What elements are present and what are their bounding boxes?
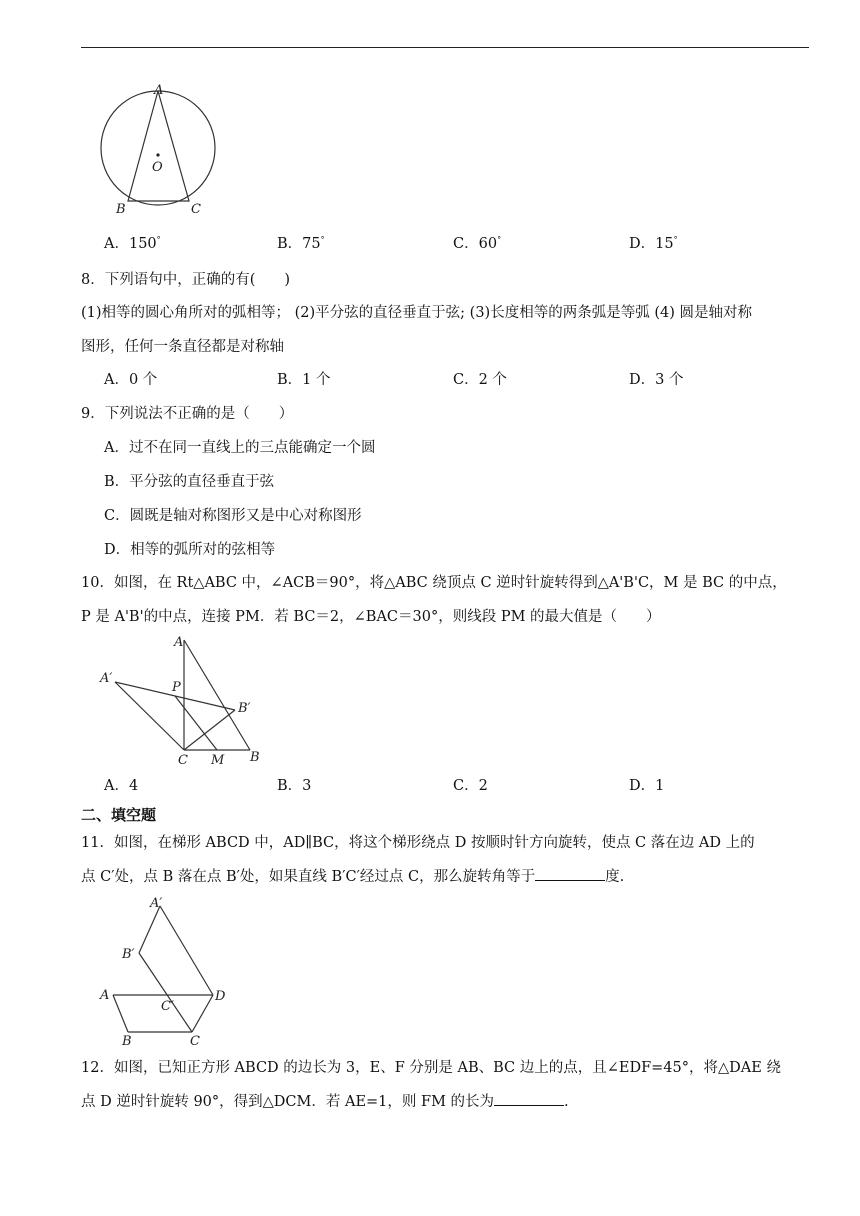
q10-label-bprime: B′ [238,701,251,716]
q8-option-b: B．1 个 [277,372,331,388]
q10-option-d: D．1 [629,778,665,794]
q12-line2-text: 点 D 逆时针旋转 90°，得到△DCM．若 AE=1，则 FM 的长为 [81,1094,495,1110]
q9-stem: 9．下列说法不正确的是（ ） [81,406,294,422]
q10-label-p: P [172,680,181,695]
q11-line1: 11．如图，在梯形 ABCD 中，AD∥BC，将这个梯形绕点 D 按顺时针方向旋转，使点 C 落在边 AD 上的 [81,835,755,851]
header-rule [81,47,809,48]
q11-seg-bprime-c [139,953,192,1032]
q10-line1: 10．如图，在 Rt△ABC 中，∠ACB＝90°，将△ABC 绕顶点 C 逆时针旋转得到△A'B'C，M 是 BC 的中点， [81,575,787,591]
q10-option-c: C．2 [453,778,488,794]
q8-option-d: D．3 个 [629,372,684,388]
q7-center-dot [156,153,159,156]
q9-option-a: A．过不在同一直线上的三点能确定一个圆 [104,440,376,456]
q10-line2: P 是 A'B'的中点，连接 PM．若 BC＝2，∠BAC＝30°，则线段 PM 的最大值是（ ） [81,609,661,625]
q11-label-b: B [122,1034,132,1049]
section-title: 二、填空题 [81,806,157,824]
q10-label-b: B [250,750,260,765]
q12-line2-end: . [564,1094,569,1110]
q11-seg-aprime-bprime [139,906,160,953]
q11-label-cprime: C′ [161,999,174,1014]
q9-option-d: D．相等的弧所对的弦相等 [104,542,276,558]
q7-label-c: C [191,202,201,217]
q11-line2-text: 点 C′处，点 B 落在点 B′处，如果直线 B′C′经过点 C，那么旋转角等于 [81,869,536,885]
q8-stem: 8．下列语句中，正确的有( ) [81,272,291,288]
q11-label-aprime: A′ [150,896,163,911]
q11-label-d: D [215,989,226,1004]
q10-label-aprime: A′ [100,671,113,686]
q9-option-c: C．圆既是轴对称图形又是中心对称图形 [104,508,362,524]
q8-option-a: A．0 个 [104,372,158,388]
q7-triangle [128,91,189,201]
q11-seg-ab [113,995,128,1032]
q10-option-b: B．3 [277,778,312,794]
q10-option-a: A．4 [104,778,139,794]
q9-option-b: B．平分弦的直径垂直于弦 [104,474,275,490]
q10-figure [98,632,268,770]
q11-line2-end: 度. [605,869,625,885]
q8-option-c: C．2 个 [453,372,507,388]
q7-option-d: D．15° [629,235,678,252]
q11-answer-blank[interactable] [535,866,605,881]
q10-seg-c-bprime [184,710,235,750]
q7-option-b: B．75° [277,235,325,252]
q8-line1: (1)相等的圆心角所对的弧相等； (2)平分弦的直径垂直于弦; (3)长度相等的两条弧是等弧 (4) 圆是轴对称 [81,305,752,321]
q11-seg-cd [192,995,213,1032]
q7-figure [96,82,226,218]
q12-line1: 12．如图，已知正方形 ABCD 的边长为 3，E、F 分别是 AB、BC 边上的点，且∠EDF=45°，将△DAE 绕 [81,1060,781,1076]
q11-figure [96,894,236,1050]
q12-answer-blank[interactable] [494,1091,564,1106]
q11-line2 [81,866,624,887]
q10-label-a: A [174,635,184,650]
q10-label-c: C [178,753,188,768]
q11-label-c: C [190,1034,200,1049]
q7-label-b: B [116,202,126,217]
q7-option-a: A．150° [104,235,161,252]
q8-line2: 图形，任何一条直径都是对称轴 [81,339,284,355]
q11-label-bprime: B′ [122,947,135,962]
q12-line2 [81,1091,569,1112]
q11-label-a: A [100,988,110,1003]
q10-label-m: M [211,753,225,768]
q11-seg-aprime-d [160,906,213,995]
q7-option-c: C．60° [453,235,502,252]
q10-seg-ab [184,640,250,750]
q7-label-o: O [152,160,163,175]
q7-circle [101,91,215,205]
q7-label-a: A [154,83,164,98]
